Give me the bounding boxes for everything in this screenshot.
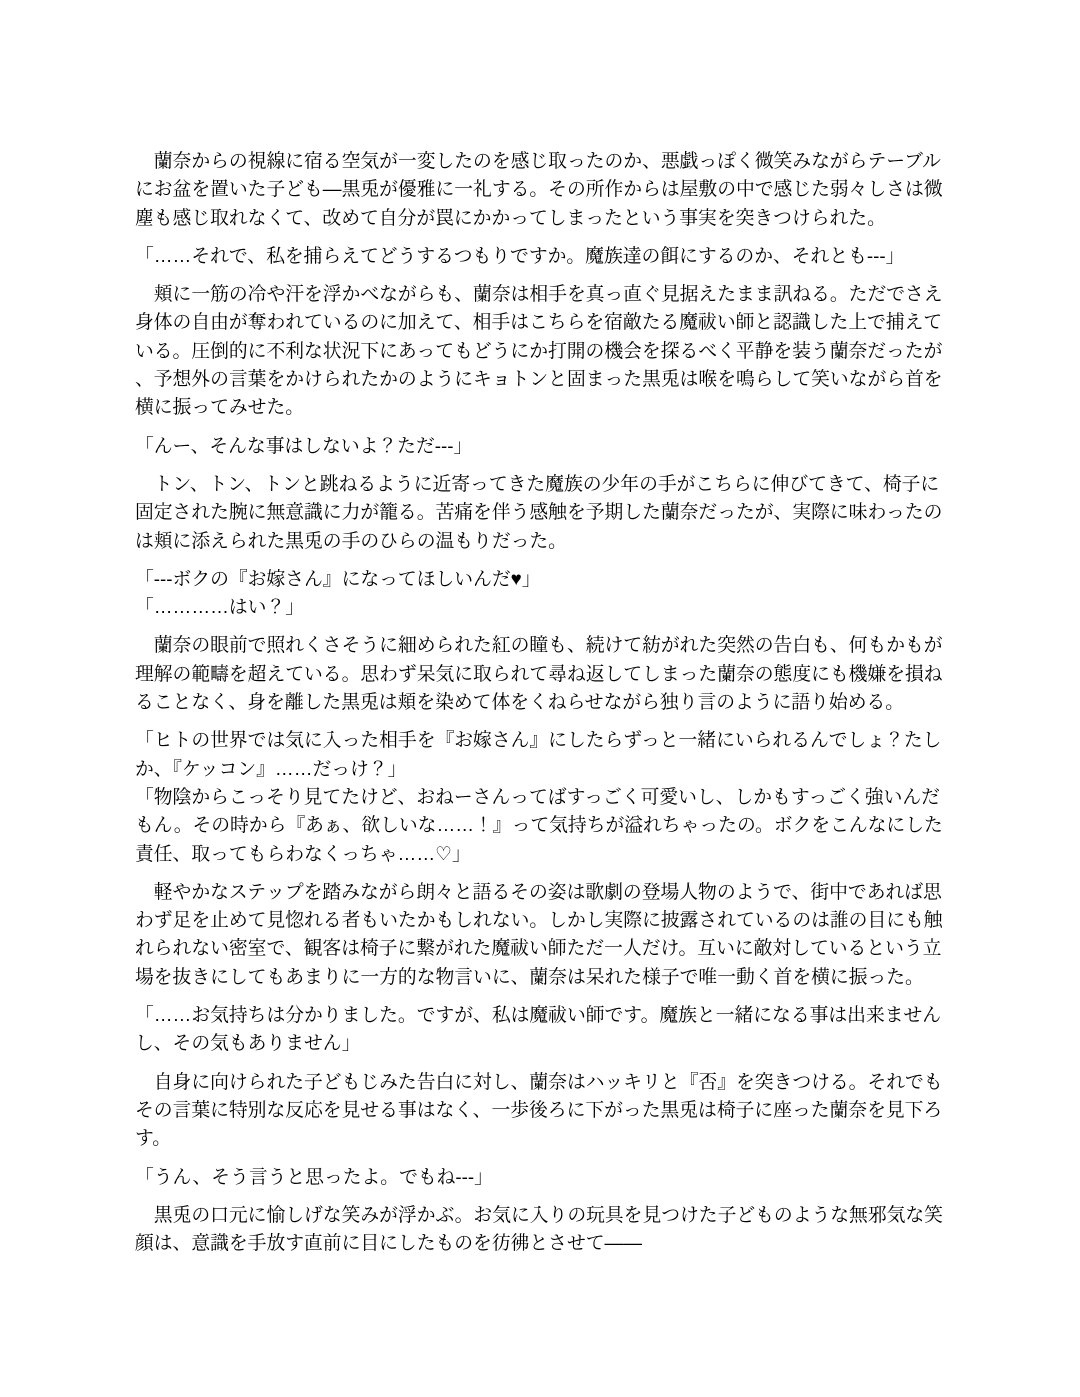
- dialogue-line: 「……お気持ちは分かりました。ですが、私は魔祓い師です。魔族と一緒になる事は出来ませんし、その気もありません」: [135, 1004, 942, 1054]
- narration-paragraph: トン、トン、トンと跳ねるように近寄ってきた魔族の少年の手がこちらに伸びてきて、椅子に固定された腕に無意識に力が籠る。苦痛を伴う感触を予期した蘭奈だったが、実際に味わったのは頬に添えられた黒兎の手のひらの温もりだった。: [135, 472, 943, 551]
- narration-paragraph: 自身に向けられた子どもじみた告白に対し、蘭奈はハッキリと『否』を突きつける。それでもその言葉に特別な反応を見せる事はなく、一歩後ろに下がった黒兎は椅子に座った蘭奈を見下ろす。: [135, 1070, 943, 1149]
- narration-paragraph: 軽やかなステップを踏みながら朗々と語るその姿は歌劇の登場人物のようで、街中であれば思わず足を止めて見惚れる者もいたかもしれない。しかし実際に披露されているのは誰の目にも触れられない密室で、観客は椅子に繋がれた魔祓い師ただ一人だけ。互いに敵対しているという立場を抜きにしてもあまりに一方的な物言いに、蘭奈は呆れた様子で唯一動く首を横に振った。: [135, 880, 943, 987]
- dialogue-line: 「物陰からこっそり見てたけど、おねーさんってばすっごく可愛いし、しかもすっごく強いんだもん。その時から『あぁ、欲しいな……！』って気持ちが溢れちゃったの。ボクをこんなにした責任、取ってもらわなくっちゃ……♡」: [135, 785, 943, 864]
- dialogue-line: 「……それで、私を捕らえてどうするつもりですか。魔族達の餌にするのか、それとも---」: [135, 244, 905, 266]
- narration-paragraph: 蘭奈の眼前で照れくさそうに細められた紅の瞳も、続けて紡がれた突然の告白も、何もかもが理解の範疇を超えている。思わず呆気に取られて尋ね返してしまった蘭奈の態度にも機嫌を損ねることなく、身を離した黒兎は頬を染めて体をくねらせながら独り言のように語り始める。: [135, 634, 943, 713]
- dialogue-line: 「うん、そう言うと思ったよ。でもね---」: [135, 1165, 493, 1187]
- narration-paragraph: 頬に一筋の冷や汗を浮かべながらも、蘭奈は相手を真っ直ぐ見据えたまま訊ねる。ただでさえ身体の自由が奪われているのに加えて、相手はこちらを宿敵たる魔祓い師と認識した上で捕えている。圧倒的に不利な状況下にあってもどうにか打開の機会を探るべく平静を装う蘭奈だったが、予想外の言葉をかけられたかのようにキョトンと固まった黒兎は喉を鳴らして笑いながら首を横に振ってみせた。: [135, 283, 943, 418]
- dialogue-line: 「ヒトの世界では気に入った相手を『お嫁さん』にしたらずっと一緒にいられるんでしょ？たしか、『ケッコン』……だっけ？」: [135, 729, 942, 779]
- narration-paragraph: 蘭奈からの視線に宿る空気が一変したのを感じ取ったのか、悪戯っぽく微笑みながらテーブルにお盆を置いた子ども―黒兎が優雅に一礼する。その所作からは屋敷の中で感じた弱々しさは微塵も感じ取れなくて、改めて自分が罠にかかってしまったという事実を突きつけられた。: [135, 150, 943, 228]
- narration-paragraph: 黒兎の口元に愉しげな笑みが浮かぶ。お気に入りの玩具を見つけた子どものような無邪気な笑顔は、意識を手放す直前に目にしたものを彷彿とさせて――: [135, 1203, 943, 1254]
- dialogue-line: 「…………はい？」: [135, 596, 305, 618]
- dialogue-line: 「んー、そんな事はしないよ？ただ---」: [135, 434, 473, 456]
- dialogue-line: 「---ボクの『お嫁さん』になってほしいんだ♥」: [135, 567, 541, 589]
